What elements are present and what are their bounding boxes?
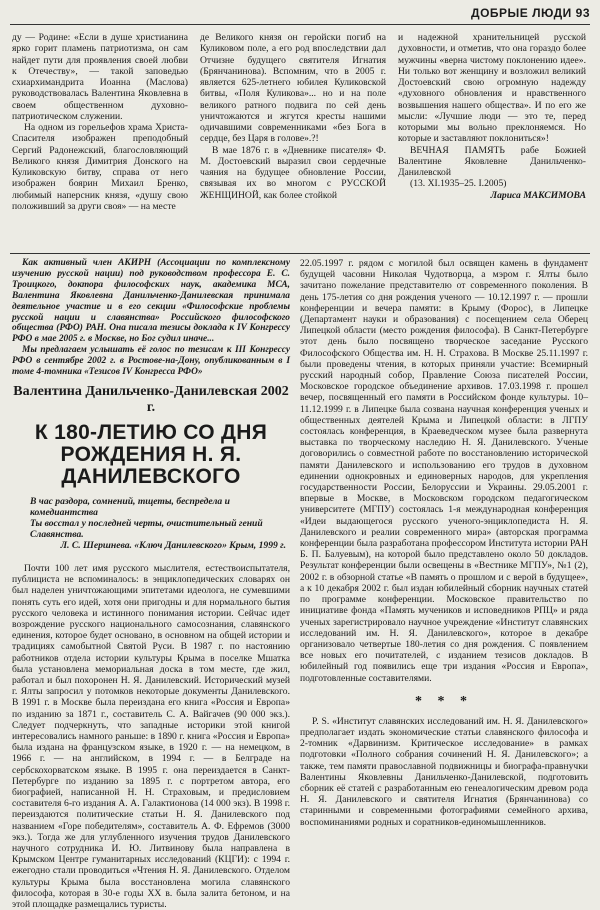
page-number: 93 xyxy=(575,6,590,20)
epigraph-source: Л. С. Шершнева. «Ключ Данилевского» Крым, 1999 г. xyxy=(60,539,286,551)
header-rule xyxy=(10,24,590,25)
running-header xyxy=(471,6,590,20)
top-column-2 xyxy=(200,32,386,201)
paragraph: Как активный член АКИРН (Ассоциации по комплексному изучению русской нации) под руководством профессора Е. С. Троицкого, доктора философских наук, академика МСА, Валентина Яковлевна Данильченко-Данилевская принимала деятельное участие и в его секции «Философские проблемы русской нации и славянства» Российского философского общества (РФО) РАН. Она писала тезисы доклада к IV Конгрессу РФО в мае 2005 г. в Москве, но Бог судил иначе... xyxy=(12,258,290,345)
editorial-intro xyxy=(12,258,290,378)
article-body-continued xyxy=(300,258,588,684)
section-divider xyxy=(10,253,590,254)
article-title: К 180-ЛЕТИЮ СО ДНЯ РОЖДЕНИЯ Н. Я. ДАНИЛЕВСКОГО xyxy=(34,420,268,488)
article-right-column xyxy=(300,258,588,828)
epigraph-line: В час раздора, сомнений, тщеты, беспредела и комедиантства xyxy=(30,495,230,518)
section-stars: * * * xyxy=(415,693,473,709)
author-signature: Лариса МАКСИМОВА xyxy=(490,189,586,201)
postscript xyxy=(300,716,588,828)
paragraph: 22.05.1997 г. рядом с могилой был освящен камень в фундамент будущей часовни Николая Чудотворца, а мэром г. Ялты было зачитано пожелание представителю от современного поколения. В день 175-летия со дня рождения ученого — 10.12.1997 г. — прошли конференции и вечера памяти: в Крыму (Форос), в Липецке (Департамент науки и образования) с посещением села Оберец Липецкой области (место рождения философа). В Санкт-Петербурге этот день было посвящено творческое заседание Русского Философского Общества им. Н. Н. Страхова. В Москве 25.11.1997 г. были проведены чтения, в которых приняли участие: Всемирный русский народный собор, Правление Союза писателей России, Московское городское объединение архивов. 17.03.1998 г. прошел вечер, посвященный его памяти в Российском фонде культуры. 10–11.12.1999 г. в Липецке была созвана научная конференция ученых и общественных деятелей Крыма и Липецкой области: в ЛГПУ состоялась конференция, в Краеведческом музее была развернута выставка по творческому наследию Н. Я. Данилевского. Ученые договорились о совместной работе по восстановлению исторической памяти Данилевского и использованию его трудов в духовном единении однокровных и единоверных народов, для укрепления государственности России, Белоруссии и Украины. 29.05.2001 г. впервые в Москве, в Московском городском педагогическом университете (МГПУ) состоялась 1-я международная конференция «Идеи выдающегося русского ученого-энциклопедиста Н. Я. Данилевского и реалии современного мира» (авторская программа конференции была разработана профессором Института истории РАН Б. П. Балуевым), на которой было представлено около 50 докладов. Результат конференции были освещены в «Вестнике МГПУ», №1 (2), 2002 г. в обзорной статье «В память о прошлом и с верой в будущее», а к 10 декабря 2002 г. был издан юбилейный сборник научных статей по программе конференции. Московское правительство по инициативе фонда «Память мучеников и исповедников РПЦ» и ряда ученых зарегистрировало научное учреждение «Институт славянских исследований им. Н. Я. Данилевского», которое в декабре организовало четвертые 180-летия со дня рождения. С появлением все новых его почитателей, с изданием тезисов докладов. В юбилейный год появились еще три издания «Россия и Европа», подготовленные составителями. xyxy=(300,258,588,684)
paragraph: P. S. «Институт славянских исследований им. Н. Я. Данилевского» предполагает издать экономические статьи славянского философа и 2-томник «Дарвинизм. Критическое исследование» в рамках подготовки «Полного собрания сочинений Н. Я. Данилевского»; а также, тем памяти православной подвижницы и биографа-правнучки Валентины Яковлевны Данильченко-Данилевской, подготовить сборник её статей с разработанным ею генеалогическим древом рода Н. Я. Данилевского и святителя Игнатия (Брянчанинова) со старинными и современными фотографиями семейного архива, воспоминаниями родных и соратников-единомышленников. xyxy=(300,715,588,828)
paragraph: ду — Родине: «Если в душе христианина ярко горит пламень патриотизма, он сам найдет пути для проявления своей любви к Отечеству», — такой заповедью схиархимандрита Иоанна (Маслова) руководствовалась Валентина Яковлевна в своем общественном духовно-патриотическом служении. xyxy=(12,32,188,122)
paragraph: и надежной хранительницей русской духовности, и отметив, что она гораздо более мужчины «верна чистому поклонению идее». Ни только вот женщину и возложил великий Достоевский свою огромную надежду «духовного обновления и нравственного возвышения нашего общества». И по его же мысли: «Лучшие люди — это те, перед которыми мы вольно преклоняемся. Но которые и заставляют поклониться»! xyxy=(398,32,586,145)
paragraph: Мы предлагаем услышать её голос по тезисам к III Конгрессу РФО в сентябре 2002 г. в Ростове-на-Дону, опубликованным в I томе 4-томника «Тезисов IV Конгресса РФО» xyxy=(12,345,290,378)
paragraph: В мае 1876 г. в «Дневнике писателя» Ф. М. Достоевский выразил свои сердечные чаяния на будущее обновление России, связывая их во многом с РУССКОЙ ЖЕНЩИНОЙ, как более стойкой xyxy=(200,144,386,201)
magazine-title: ДОБРЫЕ ЛЮДИ xyxy=(471,6,572,20)
epigraph xyxy=(30,496,290,551)
top-column-1 xyxy=(12,32,188,212)
memorial-dates: (13. XI.1935–25. I.2005) xyxy=(410,178,507,190)
paragraph: де Великого князя он геройски погиб на Куликовом поле, а его род впоследствии дал Отчизне будущего святителя Игнатия (Брянчанинова). Вспомним, что в 2005 г. является 625-летнего юбилея Куликовской битвы, «Поля Куликова»... но и на поле великого ратного подвига по сей день уничтожаются и жгутся кресты нашими одичавшими современниками «без Бога в сердце, без Царя в голове».?! xyxy=(200,32,386,145)
top-column-3 xyxy=(398,32,586,201)
paragraph: Почти 100 лет имя русского мыслителя, естествоиспытателя, публициста не вспоминалось: в энциклопедических словарях он был наделен уничтожающими эпитетами идеолога, не сумевшими понять суть его идей, хотя они пригодны и для нормального бытия русского человека и истинного понимания истории. Сейчас идет возрождение русского национального самосознания, славянского единения, которое будет основано, в основном на общей истории и традициях самобытной Святой Руси. В 1987 г. по настоянию работников отдела истории культуры Крыма в поселке Мшатка была установлена мемориальная доска в том месте, где жил, работал и был похоронен Н. Я. Данилевский. Исторический музей г. Ялты запросил у потомков некоторые документы Данилевского. В 1991 г. в Москве была переиздана его книга «Россия и Европа» по изданию за 1871 г., составитель С. А. Вайгачев (90 000 экз.). Следует подчеркнуть, что западные историки этой книгой интересовались намного раньше: в 1890 г. книга «Россия и Европа» была издана на французском языке, в 1920 г. — на немецком, в 1966 г. — на английском, в 1994 г. — в Белграде на сербскохорватском языке. В 1995 г. она переиздается в Санкт-Петербурге по изданию за 1895 г. с портретом автора, его биографией, написанной Н. Н. Страховым, и предисловием составителя 6-го издания А. А. Галактионова (14 000 экз). В 1998 г. переиздаются политические статьи Н. Я. Данилевского под названием «Горе победителям», составитель А. Ф. Ефремов (3000 экз.). Тогда же для углубленного изучения трудов Данилевского научного сотрудника И. Ю. Литвинову была направлена в Крымском Центре гуманитарных исследований (КЦГИ): с 1994 г. ежегодно стали проводиться «Чтения Н. Я. Данилевского. Отделом культуры Крыма была восстановлена могила славянского философа, которая в 30-е годы XX в. была залита бетоном, и на этой площадке размещались туристы. xyxy=(12,562,290,910)
article-body xyxy=(12,563,290,910)
epigraph-line: Ты восстал у последней черты, очистительный гений Славянства. xyxy=(30,517,263,540)
article-byline: Валентина Данильченко-Данилевская 2002 г. xyxy=(13,383,289,415)
paragraph: На одном из горельефов храма Христа-Спасителя изображен преподобный Сергий Радонежский, благословляющий Великого князя Димитрия Донского на Куликовскую битву, справа от него изображен боярин Михаил Бренко, любимый наперсник князя, «душу свою положивший за други своя» — на месте xyxy=(12,122,188,212)
memorial-line: ВЕЧНАЯ ПАМЯТЬ рабе Божией Валентине Яковлевне Данильченко-Данилевской xyxy=(398,144,586,178)
article-left-column xyxy=(12,258,290,910)
